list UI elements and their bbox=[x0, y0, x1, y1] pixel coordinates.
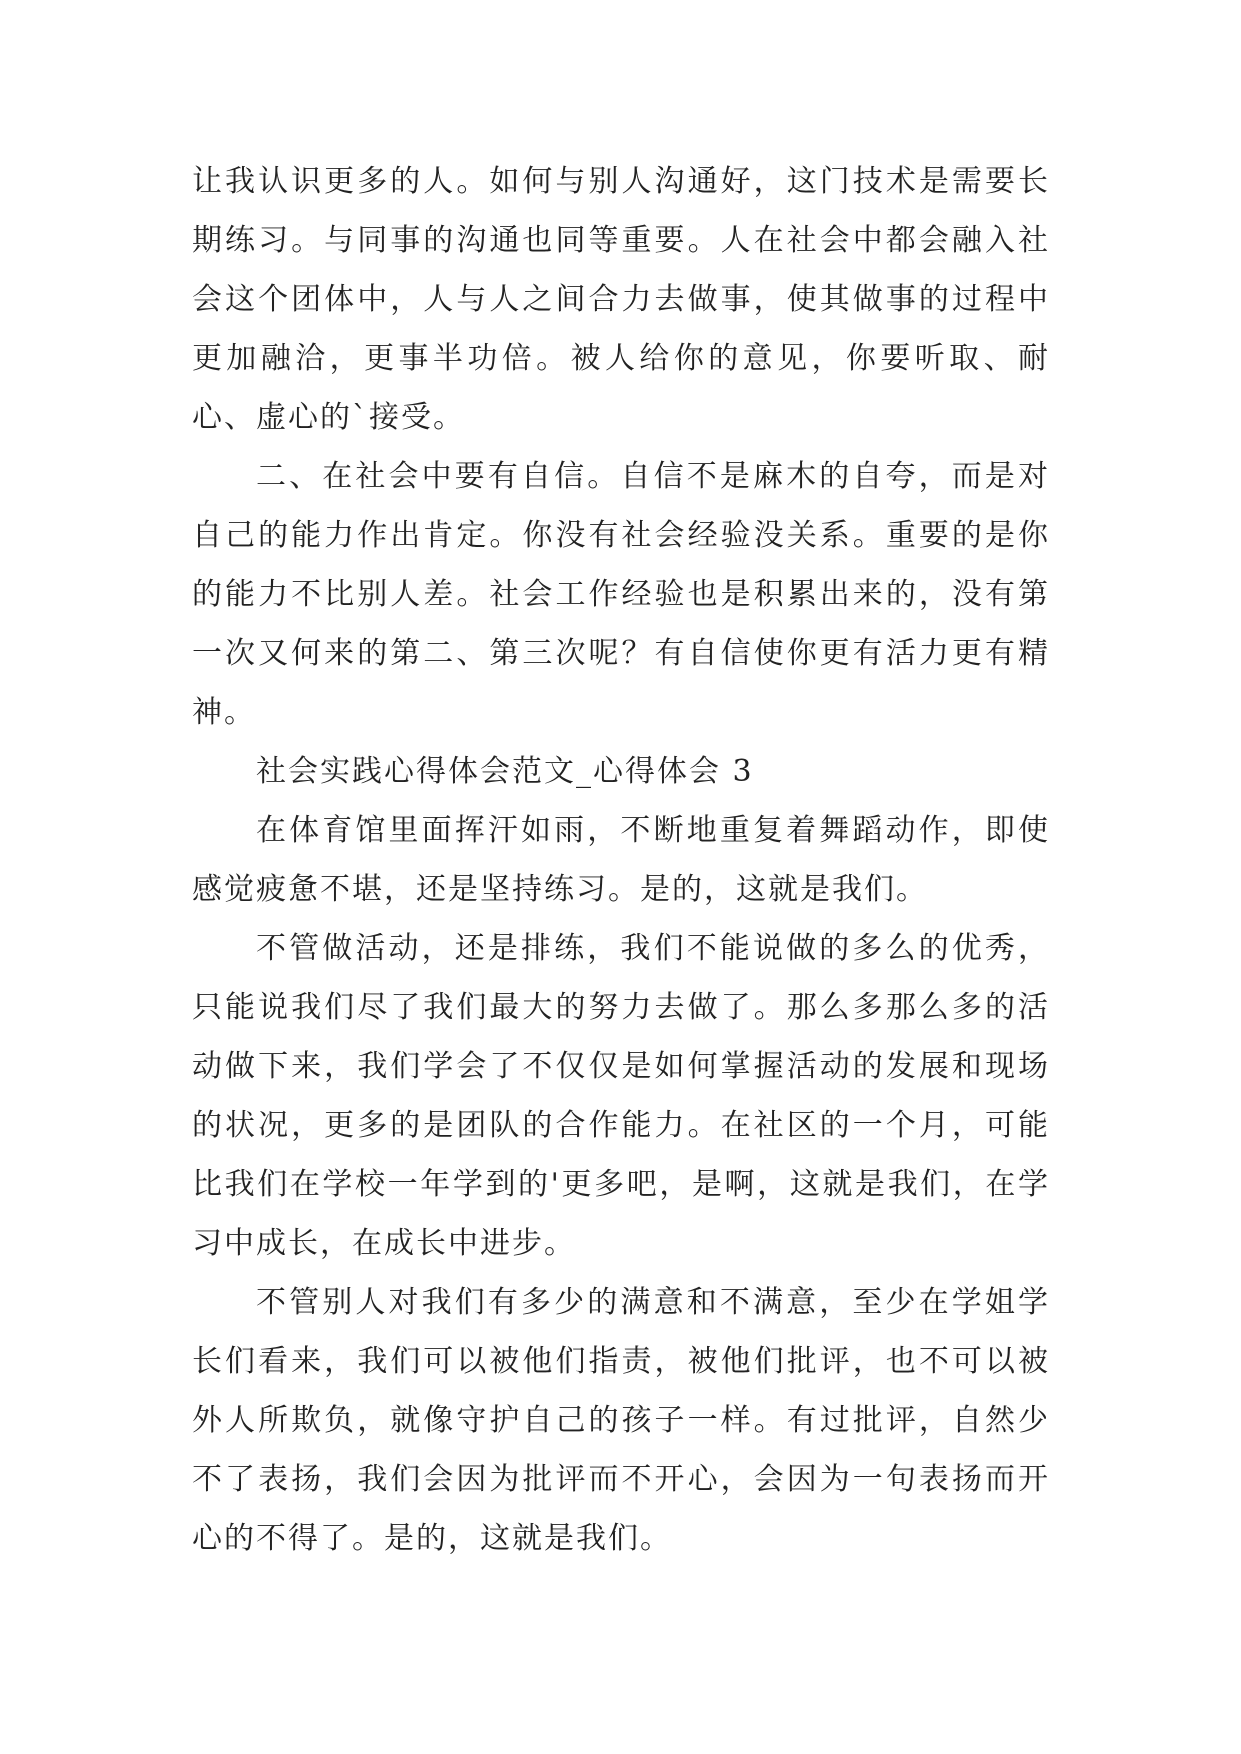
paragraph-confidence: 二、在社会中要有自信。自信不是麻木的自夸，而是对自己的能力作出肯定。你没有社会经验没关系。重要的是你的能力不比别人差。社会工作经验也是积累出来的，没有第一次又何来的第二、第三次呢？有自信使你更有活力更有精神。 bbox=[192, 459, 1050, 730]
paragraph-continued: 让我认识更多的人。如何与别人沟通好，这门技术是需要长期练习。与同事的沟通也同等重要。人在社会中都会融入社会这个团体中，人与人之间合力去做事，使其做事的过程中更加融洽，更事半功倍。被人给你的意见，你要听取、耐心、虚心的`接受。 bbox=[192, 164, 1050, 435]
document-body bbox=[192, 152, 1050, 1568]
paragraph-gym: 在体育馆里面挥汗如雨，不断地重复着舞蹈动作，即使感觉疲惫不堪，还是坚持练习。是的，这就是我们。 bbox=[192, 813, 1050, 907]
paragraph-activities: 不管做活动，还是排练，我们不能说做的多么的优秀，只能说我们尽了我们最大的努力去做了。那么多那么多的活动做下来，我们学会了不仅仅是如何掌握活动的发展和现场的状况，更多的是团队的合作能力。在社区的一个月，可能比我们在学校一年学到的'更多吧，是啊，这就是我们，在学习中成长，在成长中进步。 bbox=[192, 931, 1050, 1261]
paragraph-criticism: 不管别人对我们有多少的满意和不满意，至少在学姐学长们看来，我们可以被他们指责，被他们批评，也不可以被外人所欺负，就像守护自己的孩子一样。有过批评，自然少不了表扬，我们会因为批评而不开心，会因为一句表扬而开心的不得了。是的，这就是我们。 bbox=[192, 1285, 1050, 1556]
section-heading: 社会实践心得体会范文_心得体会 3 bbox=[256, 754, 754, 789]
